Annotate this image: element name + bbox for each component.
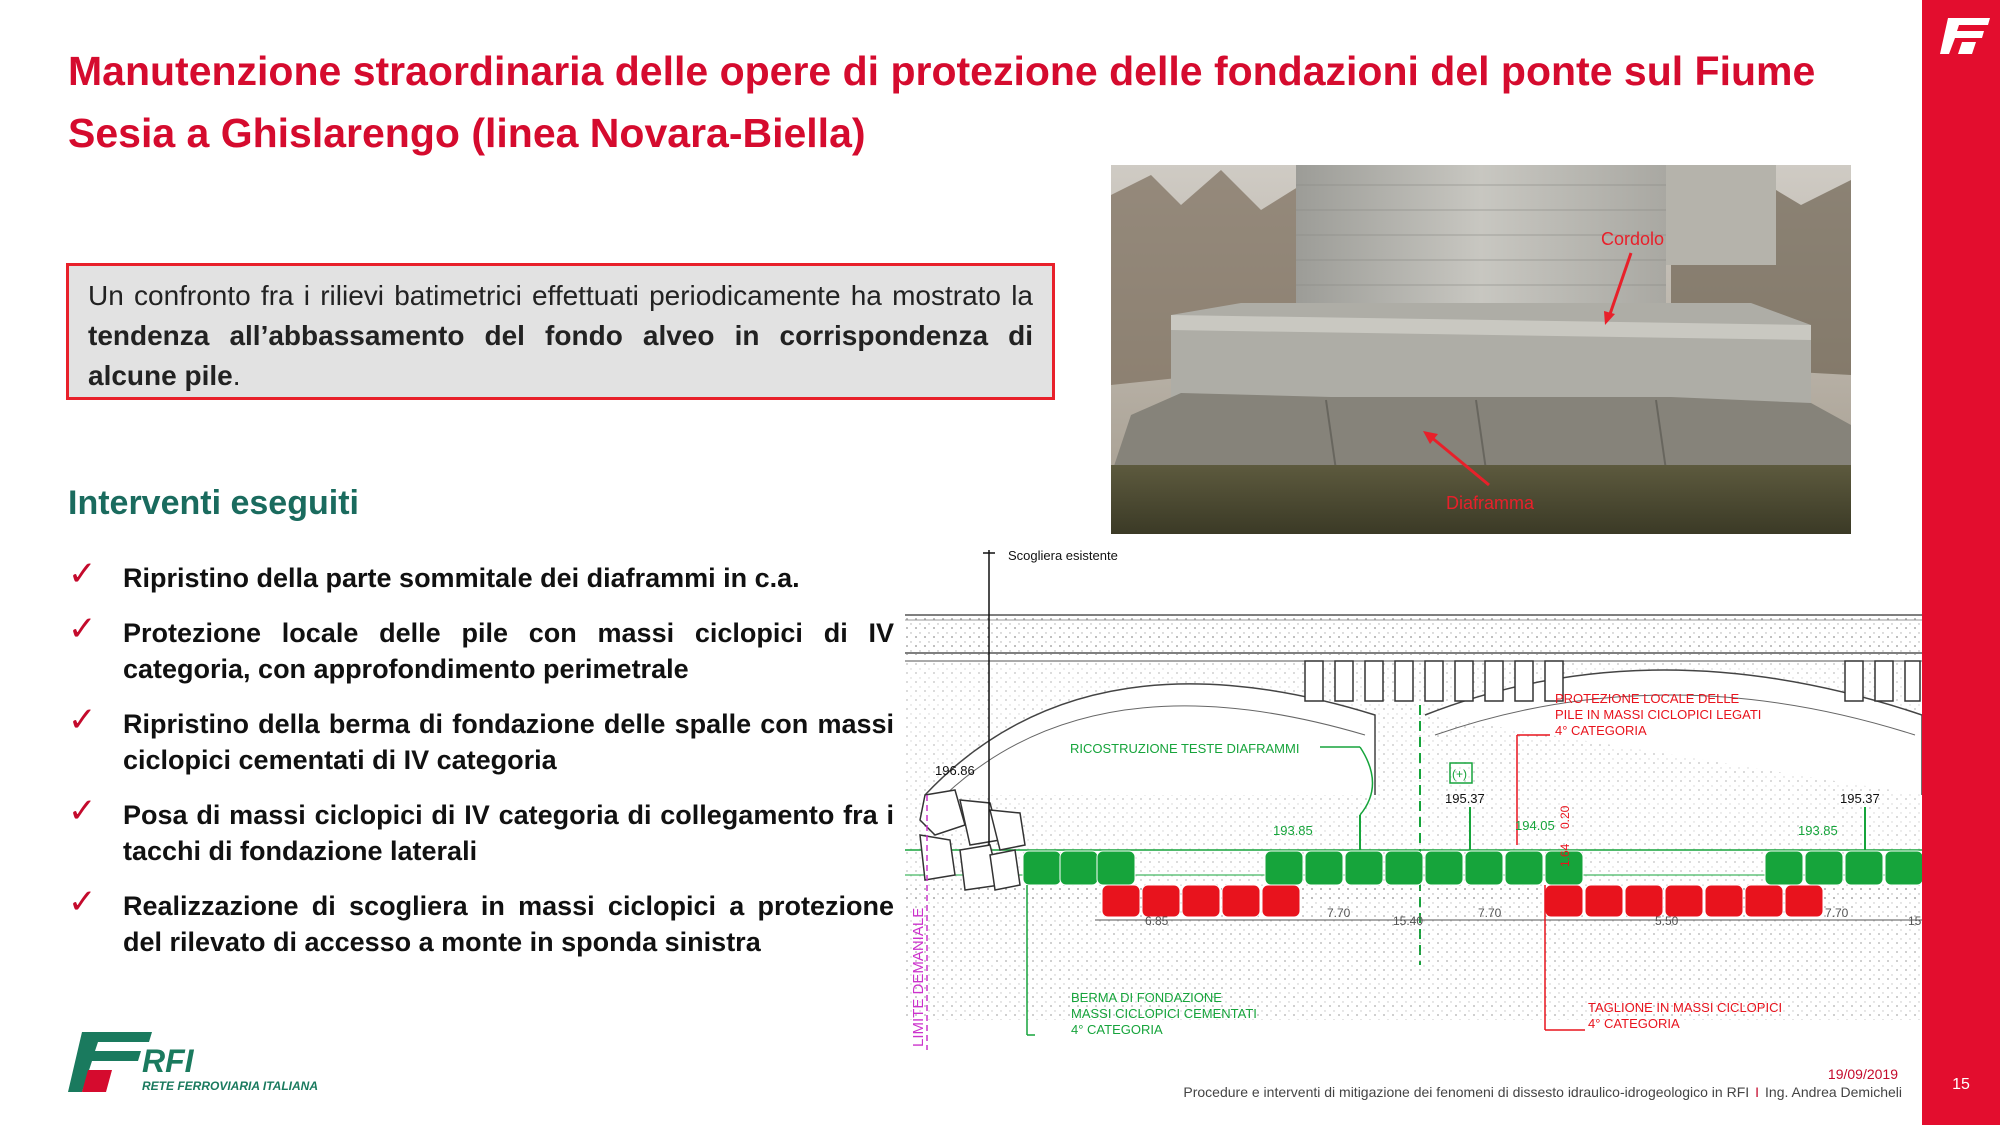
dim-15: 15 [1908, 914, 1922, 928]
bullet-item [68, 792, 894, 869]
deck-pattern [905, 615, 1922, 655]
red-block [1625, 885, 1663, 917]
elevation-193-85-right: 193.85 [1798, 823, 1838, 838]
red-block [1262, 885, 1300, 917]
red-block [1142, 885, 1180, 917]
callout-bold-text: tendenza all’abbassamento del fondo alveo in corrispondenza di alcune pile [88, 320, 1033, 391]
dim-7-70-a: 7.70 [1327, 906, 1351, 920]
callout-text: Un confronto fra i rilievi batimetrici effettuati periodicamente ha mostrato la [88, 280, 1033, 311]
green-block [1385, 851, 1423, 885]
green-block [1805, 851, 1843, 885]
bullet-text: Protezione locale delle pile con massi ciclopici di IV categoria, con approfondimento perimetrale [123, 618, 894, 684]
berma-label-2: MASSI CICLOPICI CEMENTATI [1071, 1006, 1257, 1021]
green-block [1345, 851, 1383, 885]
rfi-logo [68, 1030, 368, 1098]
taglione-label-2: 4° CATEGORIA [1588, 1016, 1680, 1031]
red-block [1222, 885, 1260, 917]
plus-label: (+) [1452, 767, 1467, 781]
bullet-text: Ripristino della parte sommitale dei diaframmi in c.a. [123, 563, 800, 593]
green-block [1505, 851, 1543, 885]
green-block [1265, 851, 1303, 885]
bullet-text: Ripristino della berma di fondazione delle spalle con massi ciclopici cementati di IV categoria [123, 709, 894, 775]
checkmark-icon: ✓ [68, 701, 97, 739]
footer-author: Ing. Andrea Demicheli [1765, 1084, 1902, 1100]
rfi-logo-subtext: RETE FERROVIARIA ITALIANA [142, 1079, 318, 1093]
page-number: 15 [1952, 1076, 1970, 1093]
section-title: Interventi eseguiti [68, 484, 359, 522]
protezione-label-1: PROTEZIONE LOCALE DELLE [1555, 691, 1740, 706]
bullet-text: Realizzazione di scogliera in massi ciclopici a protezione del rilevato di accesso a monte in sponda sinistra [123, 891, 894, 957]
rfi-logo-text: RFI [142, 1043, 194, 1079]
green-block [1845, 851, 1883, 885]
elevation-196-86: 196.86 [935, 763, 975, 778]
taglione-label-1: TAGLIONE IN MASSI CICLOPICI [1588, 1000, 1783, 1015]
footer-separator: I [1755, 1084, 1760, 1100]
red-block [1705, 885, 1743, 917]
dim-0-20: 0.20 [1558, 805, 1572, 829]
scogliera-label: Scogliera esistente [1008, 548, 1118, 563]
slide-title: Manutenzione straordinaria delle opere di protezione delle fondazioni del ponte sul Fiume Sesia a Ghislarengo (linea Novara-Biella) [68, 48, 1816, 156]
berma-label-1: BERMA DI FONDAZIONE [1071, 990, 1222, 1005]
berma-label-3: 4° CATEGORIA [1071, 1022, 1163, 1037]
checkmark-icon: ✓ [68, 883, 97, 921]
fs-logo-icon [1932, 14, 1992, 58]
green-block [1765, 851, 1803, 885]
red-block [1785, 885, 1823, 917]
footer-title: Procedure e interventi di mitigazione dei fenomeni di dissesto idraulico-idrogeologico in RFI [1183, 1084, 1750, 1100]
limite-demaniale-label: LIMITE DEMANIALE [910, 907, 927, 1047]
cordolo-label: Cordolo [1601, 229, 1665, 249]
rfi-logo-mark-green [68, 1032, 152, 1092]
red-block [1665, 885, 1703, 917]
protezione-label-3: 4° CATEGORIA [1555, 723, 1647, 738]
callout-box [66, 263, 1055, 400]
checkmark-icon: ✓ [68, 792, 97, 830]
red-block [1585, 885, 1623, 917]
protezione-label-2: PILE IN MASSI CICLOPICI LEGATI [1555, 707, 1762, 722]
elevation-195-37-right: 195.37 [1840, 791, 1880, 806]
red-sidebar [1922, 0, 2000, 1125]
green-block [1885, 851, 1922, 885]
footer-date: 19/09/2019 [1827, 1066, 1898, 1082]
green-block [1023, 851, 1061, 885]
dim-7-70-c: 7.70 [1825, 906, 1849, 920]
bullet-item [68, 883, 894, 960]
footer-text [1183, 1084, 1902, 1100]
bullet-list [68, 555, 894, 979]
green-block [1097, 851, 1135, 885]
green-block [1305, 851, 1343, 885]
dim-5-50: 5.50 [1655, 914, 1679, 928]
green-block [1465, 851, 1503, 885]
checkmark-icon: ✓ [68, 610, 97, 648]
technical-drawing [905, 545, 1922, 1050]
red-block [1102, 885, 1140, 917]
ricostruzione-label: RICOSTRUZIONE TESTE DIAFRAMMI [1070, 741, 1300, 756]
elevation-193-85-left: 193.85 [1273, 823, 1313, 838]
bullet-text: Posa di massi ciclopici di IV categoria di collegamento fra i tacchi di fondazione laterali [123, 800, 894, 866]
dim-7-70-b: 7.70 [1478, 906, 1502, 920]
diaframma-label: Diaframma [1446, 493, 1535, 513]
bullet-item [68, 701, 894, 778]
dim-6-85: 6.85 [1145, 914, 1169, 928]
dim-15-40: 15.40 [1393, 914, 1424, 928]
red-block [1745, 885, 1783, 917]
elevation-195-37-left: 195.37 [1445, 791, 1485, 806]
checkmark-icon: ✓ [68, 555, 97, 593]
bridge-pier-photo [1111, 165, 1851, 534]
red-block [1182, 885, 1220, 917]
green-block [1060, 851, 1098, 885]
callout-end: . [232, 360, 241, 391]
bullet-item [68, 555, 894, 596]
elevation-194-05: 194.05 [1515, 818, 1555, 833]
green-block [1425, 851, 1463, 885]
bullet-item [68, 610, 894, 687]
dim-1-64: 1.64 [1558, 843, 1572, 867]
red-block [1545, 885, 1583, 917]
